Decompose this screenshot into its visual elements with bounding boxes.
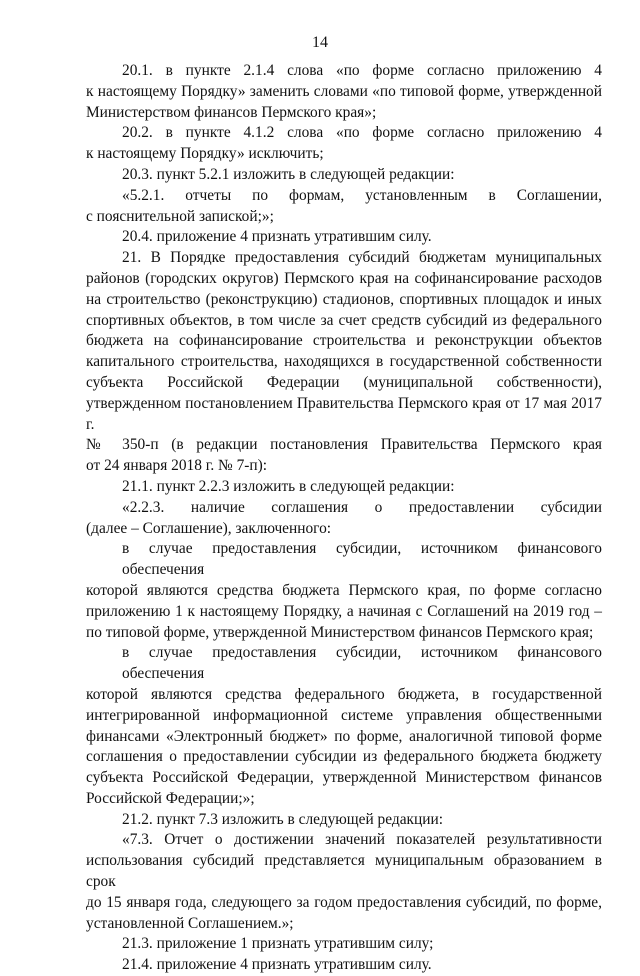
text-line: субъекта Российской Федерации (муниципальной собственности), xyxy=(86,373,602,391)
text-line: 20.1. в пункте 2.1.4 слова «по форме согласно приложению 4 xyxy=(122,62,602,79)
text-line: субъекта Российской Федерации, утвержденной Министерством финансов xyxy=(86,769,602,787)
text-line: 21.1. пункт 2.2.3 изложить в следующей редакции: xyxy=(122,477,455,495)
paragraph xyxy=(86,955,602,976)
text-line: районов (городских округов) Пермского края на софинансирование расходов xyxy=(86,269,602,287)
paragraph xyxy=(86,165,602,186)
paragraph xyxy=(86,934,602,955)
text-line: финансами «Электронный бюджет» по форме, аналогичной типовой форме xyxy=(86,727,602,745)
paragraph xyxy=(86,227,602,248)
paragraph xyxy=(86,830,602,934)
document-body xyxy=(86,61,602,976)
text-line: бюджета на софинансирование строительства и реконструкции объектов xyxy=(86,332,602,350)
text-line: к настоящему Порядку» исключить; xyxy=(86,145,324,163)
page-number: 14 xyxy=(312,34,328,51)
text-line: 21.4. приложение 4 признать утратившим силу. xyxy=(122,956,432,974)
text-line: к настоящему Порядку» заменить словами «по типовой форме, утвержденной xyxy=(86,82,602,100)
text-line: (далее – Соглашение), заключенного: xyxy=(86,519,332,537)
text-line: по типовой форме, утвержденной Министерством финансов Пермского края; xyxy=(86,623,594,641)
text-line: 21. В Порядке предоставления субсидий бюджетам муниципальных xyxy=(122,249,602,267)
text-line: интегрированной информационной системе управления общественными xyxy=(86,706,602,724)
text-line: 20.3. пункт 5.2.1 изложить в следующей редакции: xyxy=(122,165,455,183)
text-line: Министерством финансов Пермского края»; xyxy=(86,103,377,121)
text-line: с пояснительной запиской;»; xyxy=(86,207,274,225)
text-line: установленной Соглашением.»; xyxy=(86,914,294,932)
text-line: использования субсидий представляется муниципальным образованием в срок xyxy=(86,852,602,891)
text-line: № 350-п (в редакции постановления Правительства Пермского края xyxy=(86,436,602,454)
text-line: 20.2. в пункте 4.1.2 слова «по форме согласно приложению 4 xyxy=(122,124,602,142)
text-line: утвержденном постановлением Правительства Пермского края от 17 мая 2017 г. xyxy=(86,394,602,433)
text-line: капитального строительства, находящихся в государственной собственности xyxy=(86,353,602,371)
text-line: 21.2. пункт 7.3 изложить в следующей редакции: xyxy=(122,810,443,828)
text-line: которой являются средства федерального бюджета, в государственной xyxy=(86,685,602,703)
paragraph xyxy=(86,810,602,831)
paragraph xyxy=(86,61,602,123)
paragraph xyxy=(86,643,602,809)
text-line: «7.3. Отчет о достижении значений показателей результативности xyxy=(122,831,602,849)
text-line: соглашения о предоставлении субсидии из федерального бюджета бюджету xyxy=(86,748,602,766)
paragraph xyxy=(86,123,602,165)
text-line: «5.2.1. отчеты по формам, установленным в Соглашении, xyxy=(122,186,602,204)
paragraph xyxy=(86,539,602,643)
text-line: в случае предоставления субсидии, источником финансового обеспечения xyxy=(122,540,602,579)
text-line: приложению 1 к настоящему Порядку, а начиная с Соглашений на 2019 год – xyxy=(86,602,602,620)
paragraph xyxy=(86,498,602,540)
text-line: от 24 января 2018 г. № 7-п): xyxy=(86,457,268,475)
text-line: «2.2.3. наличие соглашения о предоставлении субсидии xyxy=(122,498,602,516)
text-line: в случае предоставления субсидии, источником финансового обеспечения xyxy=(122,644,602,683)
paragraph xyxy=(86,477,602,498)
text-line: 20.4. приложение 4 признать утратившим силу. xyxy=(122,228,432,246)
text-line: спортивных объектов, в том числе за счет средств субсидий из федерального xyxy=(86,311,602,329)
paragraph xyxy=(86,186,602,228)
text-line: Российской Федерации;»; xyxy=(86,789,255,807)
paragraph xyxy=(86,248,602,477)
text-line: 21.3. приложение 1 признать утратившим силу; xyxy=(122,935,434,953)
text-line: которой являются средства бюджета Пермского края, по форме согласно xyxy=(86,581,602,599)
text-line: на строительство (реконструкцию) стадионов, спортивных площадок и иных xyxy=(86,290,602,308)
text-line: до 15 января года, следующего за годом предоставления субсидий, по форме, xyxy=(86,893,602,911)
